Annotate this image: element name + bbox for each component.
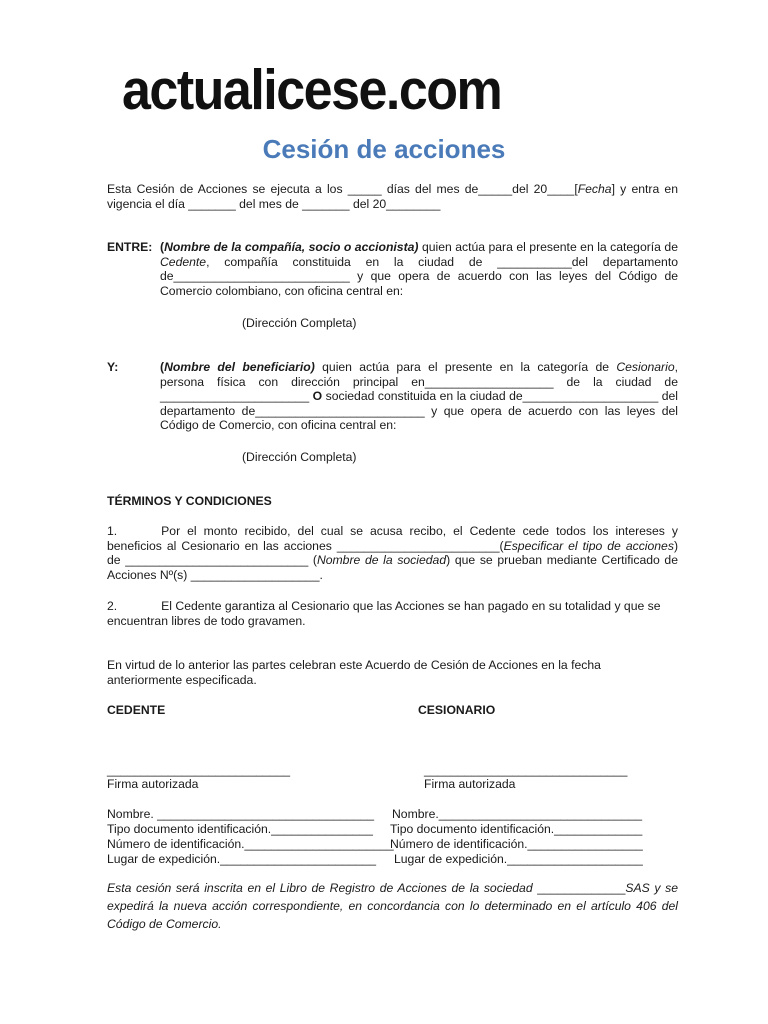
document-title: Cesión de acciones: [262, 134, 506, 164]
clause-1-number: 1.: [107, 524, 118, 538]
footer-note-text-b: SAS y se expedirá la nueva acción correspondiente, en concordancia con lo determinado en el artículo 406 del Código de Comercio.: [107, 881, 678, 931]
y-label: Y:: [107, 360, 119, 374]
footer-note-text-a: Esta cesión será inscrita en el Libro de Registro de Acciones de la sociedad: [107, 881, 538, 895]
y-text-2: , persona física con dirección principal en___________________ de la ciudad de ______________________: [160, 360, 678, 404]
y-address: (Dirección Completa): [242, 450, 357, 464]
intro-text-b: ] y entra en vigencia el día _______ del mes de _______ del 20________: [107, 182, 678, 211]
intro-text-a: Esta Cesión de Acciones se ejecuta a los _____ días del mes de_____del 20____[: [107, 182, 578, 196]
intro-paragraph: [107, 182, 678, 211]
clause-2: [107, 599, 678, 628]
clause-1-text-d: Nombre de la sociedad: [316, 553, 447, 568]
entre-text-1: quien actúa para el presente en la categoría de: [418, 240, 678, 254]
clause-1-text-b: Especificar el tipo de acciones: [503, 538, 674, 553]
entre-role: Cedente: [160, 254, 207, 269]
cedente-firma-label: Firma autorizada: [107, 777, 199, 791]
terms-heading: TÉRMINOS Y CONDICIONES: [107, 494, 272, 508]
clause-1-text-a: Por el monto recibido, del cual se acusa recibo, el Cedente cede todos los intereses y beneficios al Cesionario en las acciones ________________________(: [107, 524, 678, 553]
cesionario-lugar-expedicion-field: Lugar de expedición.____________________: [394, 852, 643, 866]
cedente-lugar-expedicion-field: Lugar de expedición._______________________: [107, 852, 377, 866]
site-logo: actualicese.com: [122, 59, 502, 122]
y-role: Cesionario: [616, 360, 675, 374]
cesionario-tipo-documento-field: Tipo documento identificación._____________: [390, 822, 643, 836]
entre-paragraph: [160, 240, 678, 298]
entre-open: (: [160, 240, 165, 254]
cedente-heading: CEDENTE: [107, 703, 166, 717]
cesionario-signature-line: ______________________________: [424, 763, 628, 777]
y-text-1: quien actúa para el presente en la categoría de: [314, 360, 617, 374]
cesionario-firma-label: Firma autorizada: [424, 777, 516, 791]
cesionario-numero-identificacion-field: Número de identificación._________________: [390, 837, 643, 851]
clause-2-number: 2.: [107, 599, 118, 613]
clause-1-text-e: ) que se prueban mediante Certificado de Acciones Nº(s) ___________________.: [107, 553, 678, 582]
y-o: O: [312, 389, 323, 404]
entre-label: ENTRE:: [107, 240, 153, 254]
entre-text-2: , compañía constituida en la ciudad de ___________del departamento de__________________________ y que opera de acuerdo con las leyes del Código de Comercio colombiano, con oficina central en:: [160, 254, 678, 298]
y-paragraph: [160, 360, 678, 433]
entre-address: (Dirección Completa): [242, 316, 357, 330]
cedente-numero-identificacion-field: Número de identificación.______________________: [107, 837, 394, 851]
clause-1: [107, 524, 678, 582]
cesionario-heading: CESIONARIO: [418, 703, 496, 717]
y-open: (: [160, 360, 165, 374]
cedente-nombre-field: Nombre. ________________________________: [107, 807, 375, 821]
cedente-signature-line: ___________________________: [107, 763, 291, 777]
cedente-tipo-documento-field: Tipo documento identificación._______________: [107, 822, 373, 836]
y-text-3: sociedad constituida en la ciudad de____________________ del departamento de_________________________ y que opera de acuerdo con las leyes del Código de Comercio, con oficina central en:: [160, 389, 678, 433]
entre-name: Nombre de la compañía, socio o accionista): [164, 240, 419, 254]
closing-paragraph: En virtud de lo anterior las partes celebran este Acuerdo de Cesión de Acciones en la fecha anteriormente especificada.: [107, 658, 601, 687]
cesionario-nombre-field: Nombre.______________________________: [392, 807, 643, 821]
clause-1-text-c: ) de ___________________________ (: [107, 538, 678, 568]
clause-2-text: El Cedente garantiza al Cesionario que las Acciones se han pagado en su totalidad y que se encuentran libres de todo gravamen.: [107, 599, 661, 628]
intro-fecha: Fecha: [577, 182, 612, 196]
footer-note-blank: _____________: [537, 881, 626, 895]
footer-note: [107, 879, 678, 933]
y-name: Nombre del beneficiario): [164, 360, 315, 374]
